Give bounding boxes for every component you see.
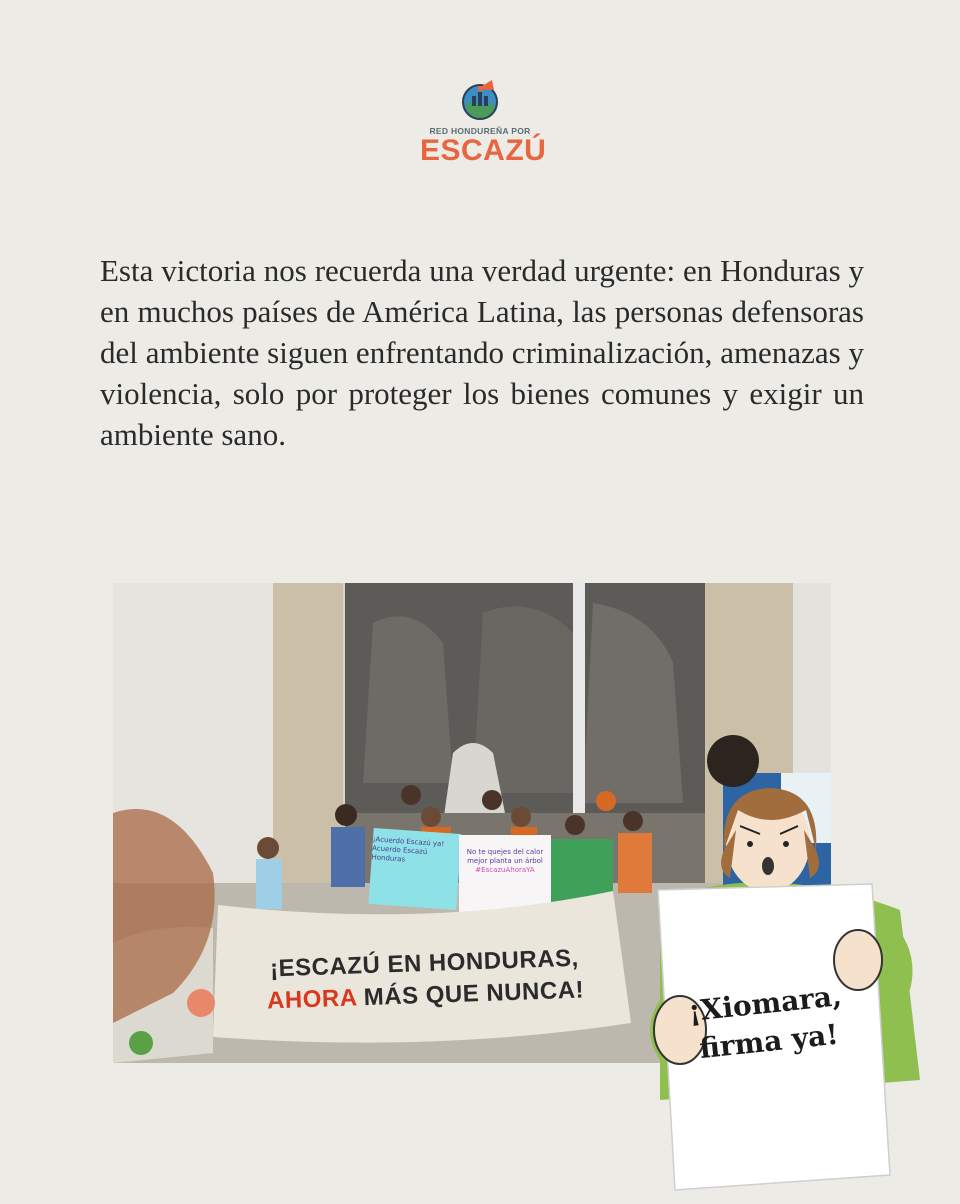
main-paragraph: Esta victoria nos recuerda una verdad urgente: en Honduras y en muchos países de América Latina, las personas defensoras del ambiente siguen enfrentando criminalización, amenazas y violencia, solo por proteger los bienes comunes y exigir un ambiente sano. <box>100 253 864 452</box>
sign-right-text: No te quejes del calor mejor planta un árbol <box>466 848 544 865</box>
banner-line-1: ¡ESCAZÚ EN HONDURAS, <box>269 944 580 983</box>
banner-line-2-rest: MÁS QUE NUNCA! <box>356 976 585 1012</box>
megaphone-globe-icon <box>458 78 502 122</box>
sign-right <box>462 848 548 875</box>
logo-title: ESCAZÚ <box>420 134 547 167</box>
sign-left: ¡Acuerdo Escazú ya! Acuerdo Escazú Honduras <box>371 835 445 864</box>
placard-line-1: ¡Xiomara, <box>686 979 844 1029</box>
banner-ahora: AHORA <box>266 984 358 1015</box>
banner-slogan <box>234 941 616 1018</box>
organization-logo <box>420 78 547 178</box>
placard-line-2: firma ya! <box>697 1017 840 1066</box>
sign-right-hashtag: #EscazuAhoraYA <box>475 866 535 874</box>
logo-subtitle: RED HONDUREÑA POR <box>429 126 531 136</box>
